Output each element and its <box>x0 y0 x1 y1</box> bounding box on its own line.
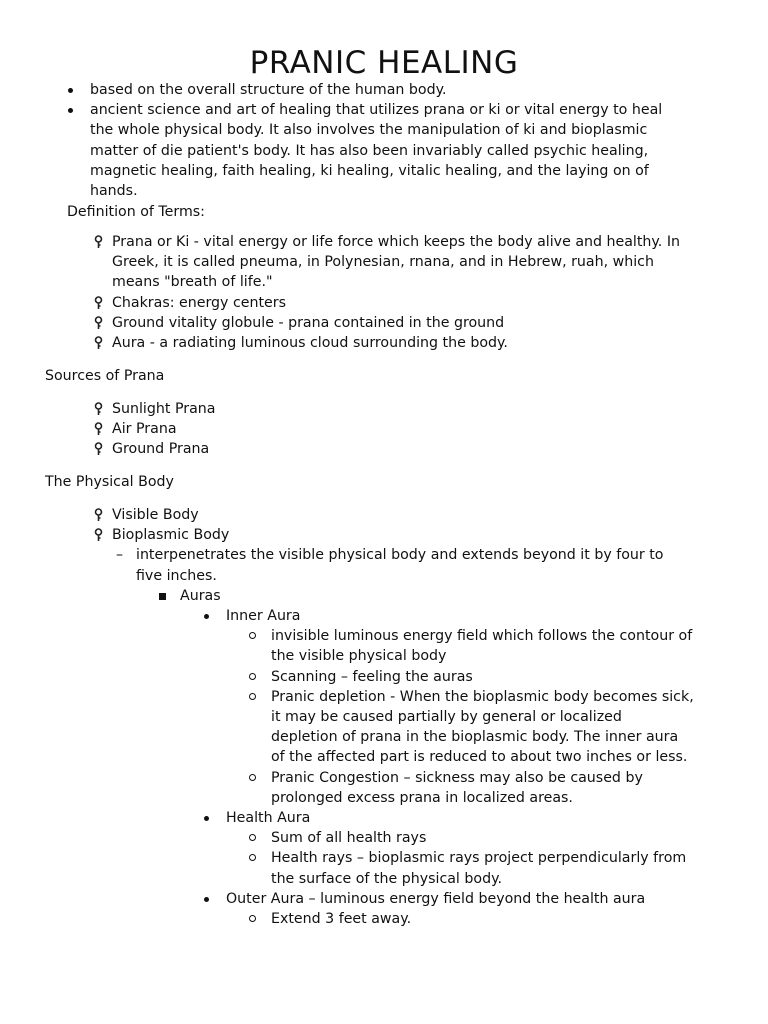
physical-body-item: Bioplasmic Body <box>112 527 230 544</box>
intro-item: ancient science and art of healing that utilizes prana or ki or vital energy to heal <box>90 102 663 119</box>
key-bullet-icon <box>94 316 103 336</box>
inner-aura-item: the visible physical body <box>271 648 447 665</box>
health-aura-item: Health rays – bioplasmic rays project perpendicularly from <box>271 850 687 867</box>
physical-body-item: Visible Body <box>112 507 199 523</box>
inner-aura-item: Pranic Congestion – sickness may also be caused by <box>271 769 643 786</box>
health-aura-item: the surface of the physical body. <box>271 870 502 887</box>
inner-aura-label: Inner Aura <box>226 608 301 624</box>
outer-aura-item: Extend 3 feet away. <box>271 911 412 927</box>
intro-item: based on the overall structure of the human body. <box>90 82 447 98</box>
ring-bullet <box>249 774 256 781</box>
square-bullet <box>159 593 166 600</box>
health-aura-item: Sum of all health rays <box>271 830 427 847</box>
key-bullet-icon <box>94 235 103 255</box>
intro-item: magnetic healing, faith healing, ki healing, vitalic healing, and the laying on of <box>90 162 649 179</box>
page-title: PRANIC HEALING <box>249 45 519 81</box>
intro-item: hands. <box>90 183 138 199</box>
source-item: Sunlight Prana <box>112 401 216 417</box>
section-heading-definitions: Definition of Terms: <box>67 204 205 221</box>
key-bullet-icon <box>94 336 103 356</box>
ring-bullet <box>249 854 256 861</box>
section-heading-physical-body: The Physical Body <box>45 474 174 490</box>
definition-item: Greek, it is called pneuma, in Polynesian, rnana, and in Hebrew, ruah, which <box>112 254 654 271</box>
definition-item: Prana or Ki - vital energy or life force which keeps the body alive and healthy. In <box>112 234 680 250</box>
dot-bullet <box>68 108 73 113</box>
dot-bullet <box>204 816 209 821</box>
bioplasmic-description: five inches. <box>136 567 217 584</box>
definition-item: means "breath of life." <box>112 274 273 291</box>
intro-item: the whole physical body. It also involves the manipulation of ki and bioplasmic <box>90 122 648 139</box>
bioplasmic-description: interpenetrates the visible physical body and extends beyond it by four to <box>136 547 664 564</box>
key-bullet-icon <box>94 422 103 442</box>
source-item: Ground Prana <box>112 441 210 458</box>
definition-item: Aura - a radiating luminous cloud surrounding the body. <box>112 335 508 351</box>
source-item: Air Prana <box>112 421 177 438</box>
ring-bullet <box>249 632 256 639</box>
definition-item: Ground vitality globule - prana contained in the ground <box>112 314 505 331</box>
inner-aura-item: of the affected part is reduced to about two inches or less. <box>271 749 688 766</box>
inner-aura-item: Scanning – feeling the auras <box>271 668 473 685</box>
dot-bullet <box>204 897 209 902</box>
auras-heading: Auras <box>180 587 221 604</box>
intro-item: matter of die patient's body. It has also been invariably called psychic healing, <box>90 142 649 159</box>
dot-bullet <box>68 88 73 93</box>
inner-aura-item: it may be caused partially by general or localized <box>271 709 622 725</box>
dash-bullet: – <box>116 547 123 564</box>
health-aura-label: Health Aura <box>226 810 311 826</box>
inner-aura-item: prolonged excess prana in localized areas. <box>271 789 573 806</box>
ring-bullet <box>249 673 256 680</box>
outer-aura-label: Outer Aura – luminous energy field beyond the health aura <box>226 890 646 907</box>
key-bullet-icon <box>94 402 103 422</box>
inner-aura-item: Pranic depletion - When the bioplasmic body becomes sick, <box>271 688 694 705</box>
key-bullet-icon <box>94 508 103 528</box>
dot-bullet <box>204 614 209 619</box>
key-bullet-icon <box>94 296 103 316</box>
key-bullet-icon <box>94 442 103 462</box>
ring-bullet <box>249 915 256 922</box>
ring-bullet <box>249 693 256 700</box>
key-bullet-icon <box>94 528 103 548</box>
inner-aura-item: depletion of prana in the bioplasmic body. The inner aura <box>271 729 679 746</box>
ring-bullet <box>249 834 256 841</box>
definition-item: Chakras: energy centers <box>112 294 286 311</box>
section-heading-sources: Sources of Prana <box>45 368 165 384</box>
inner-aura-item: invisible luminous energy field which follows the contour of <box>271 628 693 645</box>
